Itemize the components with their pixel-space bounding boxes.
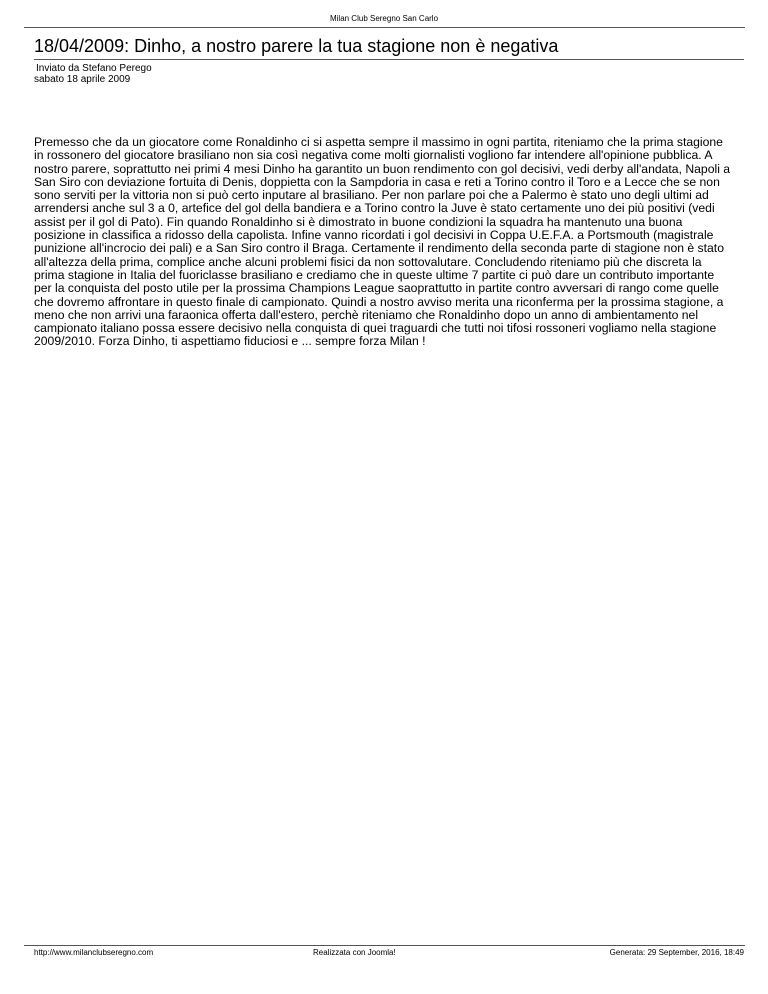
- article-title: 18/04/2009: Dinho, a nostro parere la tua stagione non è negativa: [34, 36, 559, 56]
- article-author: Inviato da Stefano Perego: [36, 63, 152, 74]
- article-date: sabato 18 aprile 2009: [34, 74, 131, 85]
- footer-site-url: http://www.milanclubseregno.com: [34, 948, 154, 957]
- footer-divider: [24, 945, 745, 946]
- article-body: Premesso che da un giocatore come Ronaldinho ci si aspetta sempre il massimo in ogni partita, riteniamo che la prima stagione in rossonero del giocatore brasiliano non sia così negativa come molti giornalisti vogliono far intendere all'opinione pubblica. A nostro parere, soprattutto nei primi 4 mesi Dinho ha garantito un buon rendimento con gol decisivi, vedi derby all'andata, Napoli a San Siro con deviazione fortuita di Denis, doppietta con la Sampdoria in casa e reti a Torino contro il Toro e a Lecce che se non sono serviti per la vittoria non si può certo inputare al brasiliano. Per non parlare poi che a Palermo è stato uno degli ultimi ad arrendersi anche sul 3 a 0, artefice del gol della bandiera e a Torino contro la Juve è stato certamente uno dei più positivi (vedi assist per il gol di Pato). Fin quando Ronaldinho si è dimostrato in buone condizioni la squadra ha mantenuto una buona posizione in classifica a ridosso della capolista. Infine vanno ricordati i gol decisivi in Coppa U.E.F.A. a Portsmouth (magistrale punizione all'incrocio dei pali) e a San Siro contro il Braga. Certamente il rendimento della seconda parte di stagione non è stato all'altezza della prima, complice anche alcuni problemi fisici da non sottovalutare. Concludendo riteniamo più che discreta la prima stagione in Italia del fuoriclasse brasiliano e crediamo che in queste ultime 7 partite ci può dare un contributo importante per la conquista del posto utile per la prossima Champions League saoprattutto in partite contro avversari di rango come quelle che dovremo affrontare in questo finale di campionato. Quindi a nostro avviso merita una riconferma per la prossima stagione, a meno che non arrivi una faraonica offerta dall'estero, perchè riteniamo che Ronaldinho dopo un anno di ambientamento nel campionato italiano possa essere decisivo nella conquista di quei traguardi che tutti noi tifosi rossoneri vogliamo nella stagione 2009/2010. Forza Dinho, ti aspettiamo fiduciosi e ... sempre forza Milan !: [34, 135, 731, 349]
- header-divider: [24, 27, 745, 28]
- title-divider: [34, 59, 744, 60]
- footer-credit: Realizzata con Joomla!: [313, 948, 396, 957]
- article-meta: [34, 63, 152, 85]
- footer-generated-date: Generata: 29 September, 2016, 18:49: [609, 948, 744, 957]
- page-header-site-name: Milan Club Seregno San Carlo: [329, 14, 439, 23]
